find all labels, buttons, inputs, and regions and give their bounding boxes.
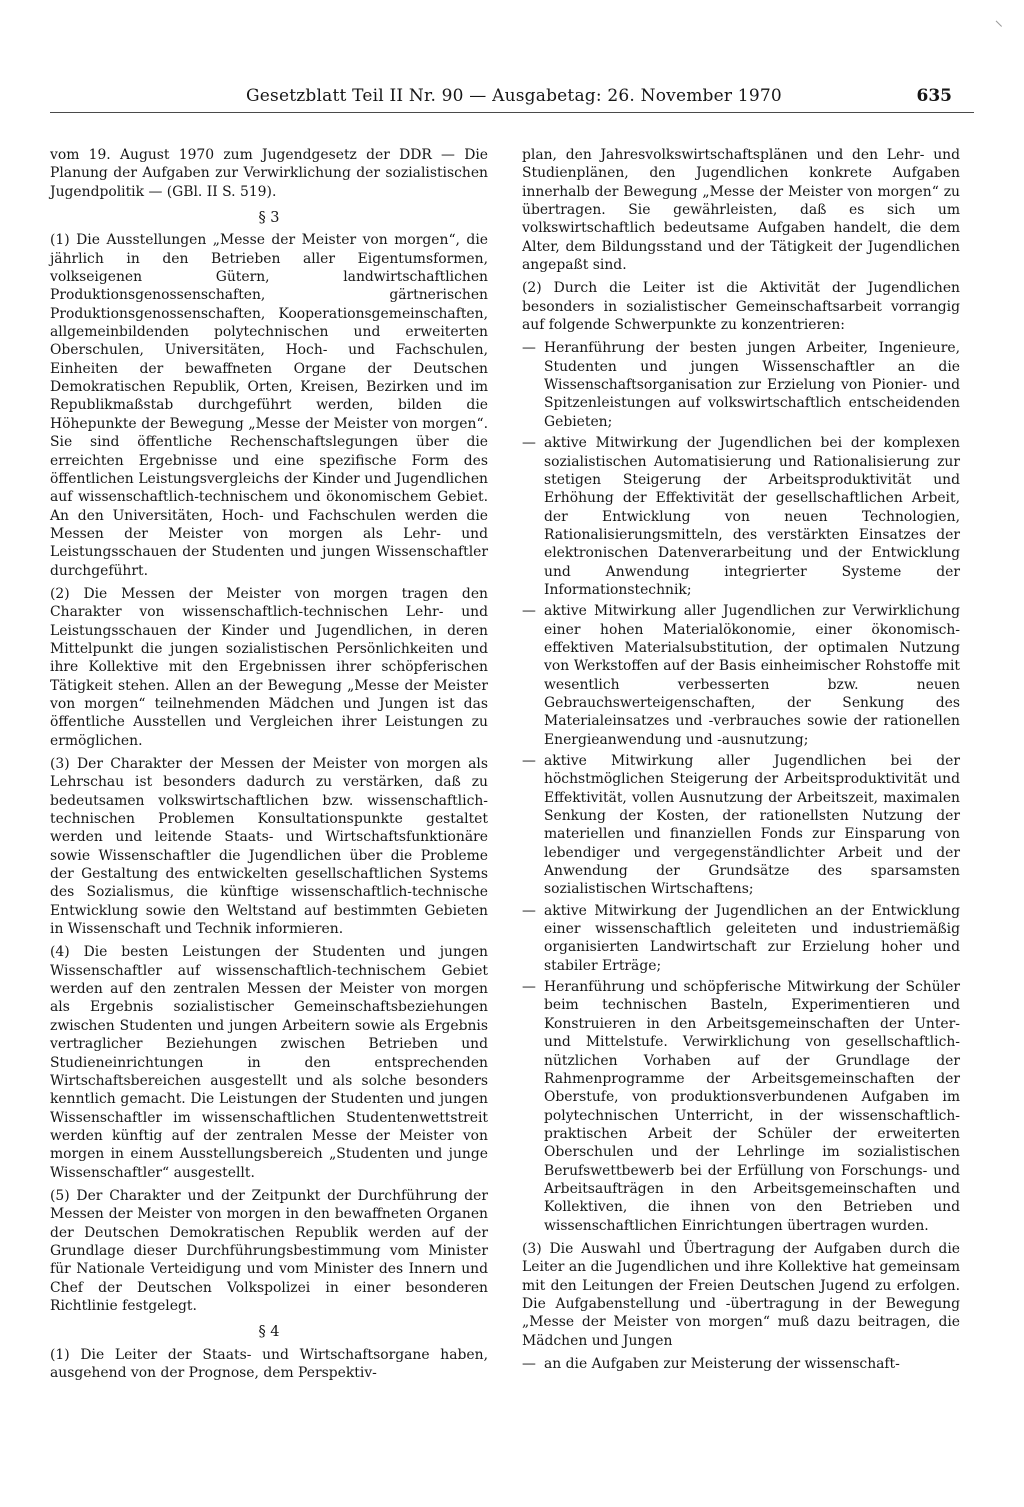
- list-item: [522, 602, 960, 749]
- list-item-text: aktive Mitwirkung aller Jugendlichen zur Verwirklichung einer hohen Materialökonomie, einer ökonomisch-effektiven Materialsubstitution, der optimalen Nutzung von Werkstoffen auf der Basis einheimischer Rohstoffe mit wesentlich verbesserten bzw. neuen Gebrauchswerteigenschaften, der Senkung des Materialeinsatzes und -verbrauches sowie der rationellen Energieanwendung und -ausnutzung;: [544, 603, 960, 748]
- section-4-paragraph-1-continued: plan, den Jahresvolkswirtschaftsplänen und den Lehr- und Studienplänen, den Jugendlichen konkrete Aufgaben innerhalb der Bewegung „Messe der Meister von morgen“ zu übertragen. Sie gewährleisten, daß es sich um volkswirtschaftlich bedeutsame Aufgaben handelt, die dem Alter, dem Bildungsstand und der Tätigkeit der Jugendlichen angepaßt sind.: [522, 147, 960, 274]
- intro-paragraph: vom 19. August 1970 zum Jugendgesetz der DDR — Die Planung der Aufgaben zur Verwirklichung der sozialistischen Jugendpolitik — (GBl. II S. 519).: [50, 147, 488, 200]
- list-item-text: aktive Mitwirkung der Jugendlichen bei der komplexen sozialistischen Automatisierung und Rationalisierung zur stetigen Steigerung der Arbeitsproduktivität und Erhöhung der Effektivität der gesellschaftlichen Arbeit, der Entwicklung von neuen Technologien, Rationalisierungsmitteln, des verstärkten Einsatzes der elektronischen Datenverarbeitung und der Entwicklung und Anwendung integrierter Systeme der Informationstechnik;: [544, 435, 960, 598]
- list-item-text: Heranführung der besten jungen Arbeiter, Ingenieure, Studenten und jungen Wissenschaftler an die Wissenschaftsorganisation zur Erzielung von Pionier- und Spitzenleistungen auf volkswirtschaftlich entscheidenden Gebieten;: [544, 340, 960, 430]
- list-item: [522, 978, 960, 1235]
- dash-marker: —: [522, 340, 536, 357]
- section-3-paragraph-5: (5) Der Charakter und der Zeitpunkt der Durchführung der Messen der Meister von morgen in den bewaffneten Organen der Deutschen Demokratischen Republik werden auf der Grundlage dieser Durchführungsbestimmung vom Minister für Nationale Verteidigung und vom Minister des Innern und Chef der Deutschen Volkspolizei in einer besonderen Richtlinie festgelegt.: [50, 1187, 488, 1314]
- right-column: [522, 146, 960, 1378]
- section-3-paragraph-2: (2) Die Messen der Meister von morgen tragen den Charakter von wissenschaftlich-technischen Lehr- und Leistungsschauen der Kinder und Jugendlichen, in deren Mittelpunkt die jungen sozialistischen Persönlichkeiten und ihre Kollektive mit den Ergebnissen ihrer schöpferischen Tätigkeit stehen. Allen an der Bewegung „Messe der Meister von morgen“ teilnehmenden Mädchen und Jungen ist das öffentliche Ausstellen und Vergleichen ihrer Leistungen zu ermöglichen.: [50, 585, 488, 749]
- list-item: [522, 434, 960, 599]
- list-item: [522, 1355, 960, 1373]
- header-rule: [50, 112, 974, 113]
- dash-marker: —: [522, 902, 536, 919]
- section-3-paragraph-4: (4) Die besten Leistungen der Studenten und jungen Wissenschaftler auf wissenschaftlich-technischem Gebiet werden auf den zentralen Messen der Meister von morgen als Ergebnis sozialistischer Gemeinschaftsbeziehungen zwischen Studenten und jungen Arbeitern sowie als Ergebnis vertraglicher Beziehungen zwischen Betrieben und Studieneinrichtungen in den entsprechenden Wirtschaftsbereichen ausgestellt und als solche besonders kenntlich gemacht. Die Leistungen der Studenten und jungen Wissenschaftler im wissenschaftlichen Studentenwettstreit werden künftig auf der zentralen Messe der Meister von morgen in einem Ausstellungsbereich „Studenten und junge Wissenschaftler“ ausgestellt.: [50, 944, 488, 1181]
- list-item-text: aktive Mitwirkung der Jugendlichen an der Entwicklung einer wissenschaftlich geleiteten und industriemäßig organisierten Landwirtschaft zur Erzielung hoher und stabiler Erträge;: [544, 902, 960, 974]
- priority-list: [522, 339, 960, 1235]
- dash-marker: —: [522, 603, 536, 620]
- section-3-paragraph-3: (3) Der Charakter der Messen der Meister von morgen als Lehrschau ist besonders dadurch zu verstärken, daß zu bedeutsamen volkswirtschaftlichen bzw. wissenschaftlich-technischen Problemen Konsultationspunkte gestaltet werden und leitende Staats- und Wirtschaftsfunktionäre sowie Wissenschaftler die Jugendlichen über die Probleme der Gestaltung des entwickelten gesellschaftlichen Systems des Sozialismus, die künftige wissenschaftlich-technische Entwicklung sowie den Weltstand auf bestimmten Gebieten in Wissenschaft und Technik informieren.: [50, 756, 488, 938]
- list-item: [522, 752, 960, 899]
- gazette-title: Gesetzblatt Teil II Nr. 90 — Ausgabetag: 26. November 1970: [246, 86, 782, 106]
- dash-marker: —: [522, 753, 536, 769]
- section-3-heading: § 3: [258, 210, 280, 227]
- section-4-paragraph-2: (2) Durch die Leiter ist die Aktivität der Jugendlichen besonders in sozialistischer Gemeinschaftsarbeit vorrangig auf folgende Schwerpunkte zu konzentrieren:: [522, 280, 960, 334]
- dash-marker: —: [522, 435, 536, 452]
- list-item: [522, 339, 960, 431]
- list-item: [522, 902, 960, 975]
- page-header: [50, 86, 974, 116]
- left-column: [50, 146, 488, 1387]
- list-item-text: Heranführung und schöpferische Mitwirkung der Schüler beim technischen Basteln, Experimentieren und Konstruieren in den Arbeitsgemeinschaften der Unter- und Mittelstufe. Verwirklichung von gesellschaftlich-nützlichen Vorhaben auf der Grundlage der Rahmenprogramme der Arbeitsgemeinschaften der Oberstufe, von produktionsverbundenen Aufgaben im polytechnischen Unterricht, in der wissenschaftlich-praktischen Arbeit der Schüler der erweiterten Oberschulen und der Lehrlinge im sozialistischen Berufswettbewerb bei der Erfüllung von Forschungs- und Arbeitsaufträgen in den Arbeitsgemeinschaften und Kollektiven, die ihnen von den Betrieben und wissenschaftlichen Einrichtungen übertragen wurden.: [544, 979, 960, 1234]
- section-3-paragraph-1: (1) Die Ausstellungen „Messe der Meister von morgen“, die jährlich in den Betrieben aller Eigentumsformen, volkseigenen Gütern, landwirtschaftlichen Produktionsgenossenschaften, gärtnerischen Produktionsgenossenschaften, Kooperationsgemeinschaften, allgemeinbildenden polytechnischen und erweiterten Oberschulen, Universitäten, Hoch- und Fachschulen, Einheiten der bewaffneten Organe der Deutschen Demokratischen Republik, Orten, Kreisen, Bezirken und im Republikmaßstab durchgeführt werden, bilden die Höhepunkte der Bewegung „Messe der Meister von morgen“. Sie sind öffentliche Rechenschaftslegungen über die erreichten Ergebnisse und eine spezifische Form des öffentlichen Leistungsvergleichs der Kinder und Jugendlichen auf wissenschaftlich-technischem und ökonomischem Gebiet. An den Universitäten, Hoch- und Fachschulen werden die Messen der Meister von morgen als Lehr- und Leistungsschauen der Studenten und jungen Wissenschaftler durchgeführt.: [50, 232, 488, 579]
- page-number: 635: [916, 86, 952, 106]
- section-4-heading: § 4: [258, 1324, 280, 1341]
- dash-marker: —: [522, 979, 536, 996]
- section-4-paragraph-1-start: (1) Die Leiter der Staats- und Wirtschaftsorgane haben, ausgehend von der Prognose, dem Perspektiv-: [50, 1346, 488, 1381]
- goal-list: [522, 1355, 960, 1373]
- section-4-paragraph-3: (3) Die Auswahl und Übertragung der Aufgaben durch die Leiter an die Jugendlichen und ihre Kollektive hat gemeinsam mit den Leitungen der Freien Deutschen Jugend zu erfolgen. Die Aufgabenstellung und -übertragung in der Bewegung „Messe der Meister von morgen“ muß dazu beitragen, die Mädchen und Jungen: [522, 1240, 960, 1349]
- dash-marker: —: [522, 1356, 536, 1372]
- list-item-text: aktive Mitwirkung aller Jugendlichen bei der höchstmöglichen Steigerung der Arbeitsproduktivität und Effektivität, vollen Ausnutzung der Arbeitszeit, maximalen Senkung der Kosten, der rationellsten Nutzung der materiellen und finanziellen Fonds zur Einsparung von lebendiger und vergegenständlichter Arbeit und der Anwendung der Grundsätze des sparsamsten sozialistischen Wirtschaftens;: [544, 753, 960, 898]
- scan-mark: [990, 20, 1002, 32]
- list-item-text: an die Aufgaben zur Meisterung der wissenschaft-: [544, 1356, 900, 1372]
